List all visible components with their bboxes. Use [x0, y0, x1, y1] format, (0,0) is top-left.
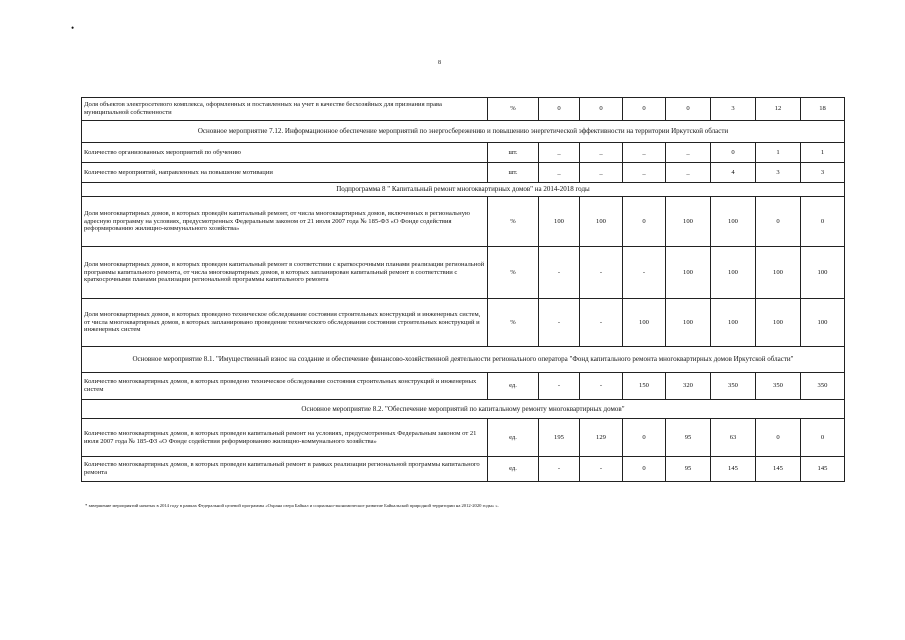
value-cell: 100: [539, 197, 580, 247]
table-row: [82, 98, 845, 121]
unit-cell: %: [488, 247, 539, 299]
value-cell: 100: [801, 247, 845, 299]
value-cell: -: [580, 373, 623, 400]
section-title: Основное мероприятие 7.12. Информационное обеспечение мероприятий по энергосбережению и повышению энергетической эффективности на территории Иркутской области: [82, 121, 845, 143]
unit-cell: %: [488, 299, 539, 347]
table-row: [82, 143, 845, 163]
value-cell: 145: [801, 457, 845, 482]
value-cell: 3: [711, 98, 756, 121]
value-cell: 95: [666, 419, 711, 457]
table-row: [82, 247, 845, 299]
unit-cell: ед.: [488, 419, 539, 457]
page-mark: •: [71, 23, 75, 33]
unit-cell: %: [488, 197, 539, 247]
indicator-name: Доля многоквартирных домов, в которых проведён капитальный ремонт, от числа многоквартирных домов, включенных в региональную адресную программу на условиях, предусмотренных Федеральным законом от 21 июля 2007 года № 185-ФЗ «О Фонде содействия реформированию жилищно-коммунального хозяйства»: [82, 197, 488, 247]
value-cell: 63: [711, 419, 756, 457]
value-cell: 129: [580, 419, 623, 457]
value-cell: 0: [666, 98, 711, 121]
value-cell: -: [580, 457, 623, 482]
table-row: [82, 419, 845, 457]
unit-cell: ед.: [488, 457, 539, 482]
value-cell: 18: [801, 98, 845, 121]
value-cell: 0: [623, 197, 666, 247]
indicator-name: Количество многоквартирных домов, в которых проведено техническое обследование состояния строительных конструкций и инженерных систем: [82, 373, 488, 400]
value-cell: 95: [666, 457, 711, 482]
table-row: [82, 373, 845, 400]
value-cell: 100: [711, 299, 756, 347]
table-row: [82, 163, 845, 183]
value-cell: 145: [756, 457, 801, 482]
footnote: * завершение мероприятий начатых в 2014 году в рамках Федеральной целевой программы «Охрана озера Байкал и социально-экономическое развитие Байкальской природной территории на 2012-2020 годы» ».: [85, 503, 499, 508]
value-cell: 100: [666, 247, 711, 299]
section-row: [82, 400, 845, 419]
value-cell: 100: [756, 247, 801, 299]
value-cell: 100: [623, 299, 666, 347]
value-cell: 100: [666, 197, 711, 247]
value-cell: _: [623, 163, 666, 183]
indicator-name: Доля многоквартирных домов, в которых проведено техническое обследование состояния строительных конструкций и инженерных систем, от числа многоквартирных домов, в которых запланировано проведение технического обследования состояния строительных конструкций и инженерных систем: [82, 299, 488, 347]
value-cell: _: [623, 143, 666, 163]
table-row: [82, 197, 845, 247]
value-cell: 0: [756, 197, 801, 247]
indicator-name: Количество организованных мероприятий по обучению: [82, 143, 488, 163]
indicator-name: Доля объектов электросетевого комплекса, оформленных и поставленных на учет в качестве бесхозяйных для признания права муниципальной собственности: [82, 98, 488, 121]
value-cell: -: [539, 373, 580, 400]
section-title: Основное мероприятие 8.2. "Обеспечение мероприятий по капитальному ремонту многоквартирных домов": [82, 400, 845, 419]
value-cell: 0: [801, 419, 845, 457]
value-cell: 145: [711, 457, 756, 482]
section-title: Подпрограмма 8 " Капитальный ремонт многоквартирных домов" на 2014-2018 годы: [82, 183, 845, 197]
value-cell: _: [539, 163, 580, 183]
section-row: [82, 347, 845, 373]
value-cell: 150: [623, 373, 666, 400]
indicator-name: Доля многоквартирных домов, в которых проведен капитальный ремонт в соответствии с краткосрочными планами реализации региональной программы капитального ремонта, от числа многоквартирных домов, в которых запланирован капитальный ремонт в соответствии с краткосрочными планами реализации региональной программы капитального ремонта: [82, 247, 488, 299]
value-cell: 195: [539, 419, 580, 457]
value-cell: -: [539, 457, 580, 482]
section-title: Основное мероприятие 8.1. "Имущественный взнос на создание и обеспечение финансово-хозяйственной деятельности регионального оператора "Фонд капитального ремонта многоквартирных домов Иркутской области": [82, 347, 845, 373]
value-cell: -: [623, 247, 666, 299]
value-cell: _: [666, 163, 711, 183]
table-row: [82, 299, 845, 347]
value-cell: 0: [756, 419, 801, 457]
value-cell: 0: [711, 143, 756, 163]
value-cell: 0: [539, 98, 580, 121]
value-cell: -: [580, 247, 623, 299]
value-cell: 4: [711, 163, 756, 183]
section-row: [82, 183, 845, 197]
value-cell: _: [580, 163, 623, 183]
value-cell: 100: [756, 299, 801, 347]
unit-cell: шт.: [488, 143, 539, 163]
value-cell: 320: [666, 373, 711, 400]
section-row: [82, 121, 845, 143]
value-cell: 100: [666, 299, 711, 347]
table-row: [82, 457, 845, 482]
value-cell: 350: [756, 373, 801, 400]
indicator-name: Количество мероприятий, направленных на повышение мотивации: [82, 163, 488, 183]
value-cell: -: [580, 299, 623, 347]
indicator-name: Количество многоквартирных домов, в которых проведен капитальный ремонт на условиях, предусмотренных Федеральным законом от 21 июля 2007 года № 185-ФЗ «О Фонде содействия реформированию жилищно-коммунального хозяйства»: [82, 419, 488, 457]
value-cell: 3: [756, 163, 801, 183]
value-cell: 100: [801, 299, 845, 347]
value-cell: 1: [801, 143, 845, 163]
value-cell: _: [580, 143, 623, 163]
value-cell: _: [539, 143, 580, 163]
value-cell: 0: [801, 197, 845, 247]
unit-cell: шт.: [488, 163, 539, 183]
value-cell: _: [666, 143, 711, 163]
value-cell: 0: [580, 98, 623, 121]
value-cell: 100: [580, 197, 623, 247]
unit-cell: %: [488, 98, 539, 121]
indicator-name: Количество многоквартирных домов, в которых проведен капитальный ремонт в рамках реализации региональной программы капитального ремонта: [82, 457, 488, 482]
value-cell: 350: [711, 373, 756, 400]
value-cell: 3: [801, 163, 845, 183]
indicators-table: [81, 97, 845, 482]
unit-cell: ед.: [488, 373, 539, 400]
value-cell: 0: [623, 98, 666, 121]
value-cell: 100: [711, 247, 756, 299]
page-number: 8: [438, 60, 441, 66]
value-cell: 0: [623, 419, 666, 457]
value-cell: 0: [623, 457, 666, 482]
value-cell: 350: [801, 373, 845, 400]
value-cell: 100: [711, 197, 756, 247]
value-cell: -: [539, 247, 580, 299]
value-cell: 12: [756, 98, 801, 121]
value-cell: -: [539, 299, 580, 347]
value-cell: 1: [756, 143, 801, 163]
